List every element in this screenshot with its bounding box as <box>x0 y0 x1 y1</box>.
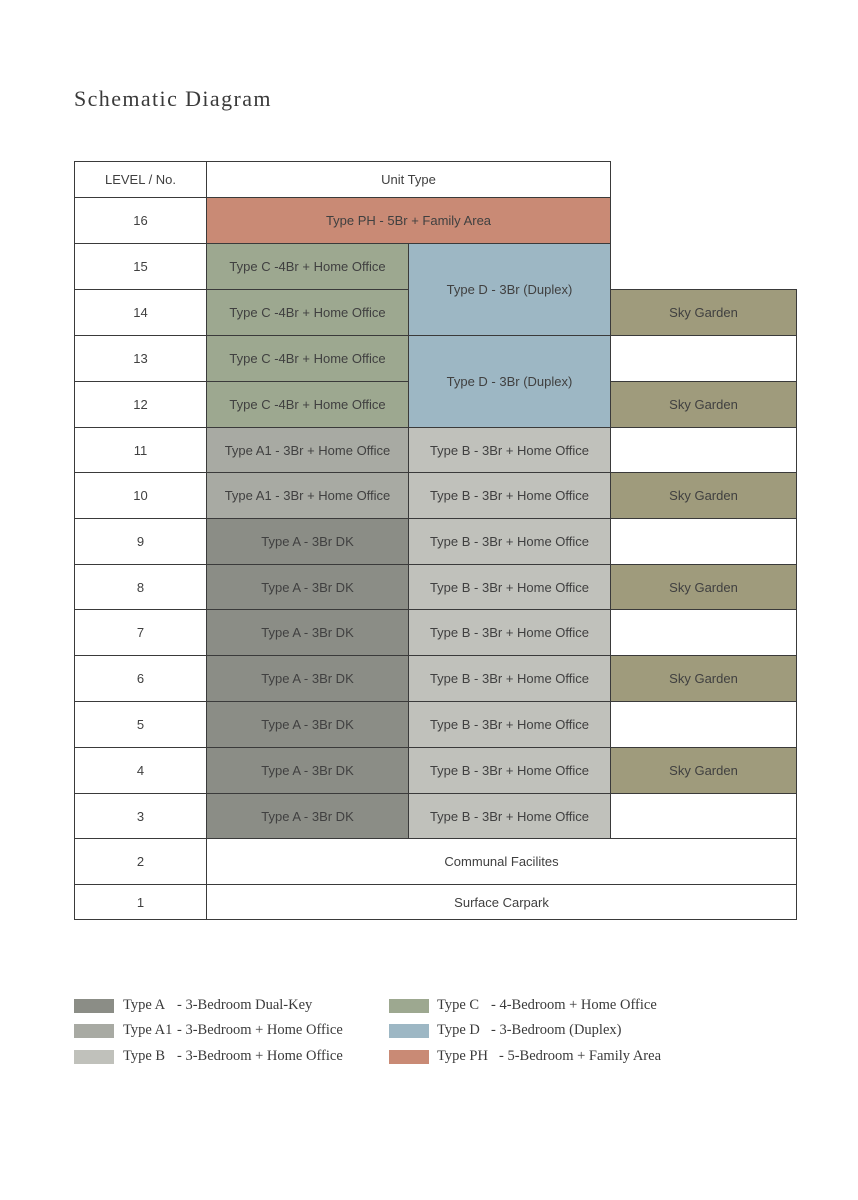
unit-type-b-10: Type B - 3Br + Home Office <box>408 472 611 519</box>
unit-type-c-12: Type C -4Br + Home Office <box>206 381 409 428</box>
legend-swatch <box>389 1050 429 1064</box>
page-title: Schematic Diagram <box>74 86 272 111</box>
legend-code: Type A <box>123 997 166 1013</box>
unit-type-a1-11: Type A1 - 3Br + Home Office <box>206 427 409 473</box>
unit-type-b-8: Type B - 3Br + Home Office <box>408 564 611 610</box>
sky-garden-12: Sky Garden <box>610 381 797 428</box>
sky-garden-8: Sky Garden <box>610 564 797 610</box>
unit-type-b-4: Type B - 3Br + Home Office <box>408 747 611 794</box>
legend-desc: - 3-Bedroom + Home Office <box>177 1022 343 1038</box>
unit-type-a-7: Type A - 3Br DK <box>206 609 409 656</box>
unit-type-d-lower: Type D - 3Br (Duplex) <box>408 335 611 428</box>
level-1: 1 <box>74 884 207 920</box>
level-8: 8 <box>74 564 207 610</box>
legend-desc: - 5-Bedroom + Family Area <box>499 1048 662 1064</box>
legend-desc: - 4-Bedroom + Home Office <box>491 997 657 1013</box>
level-7: 7 <box>74 609 207 656</box>
legend-code: Type B <box>123 1048 166 1064</box>
unit-type-b-9: Type B - 3Br + Home Office <box>408 518 611 565</box>
side-blank-11 <box>610 427 797 473</box>
legend-code: Type A1 <box>123 1022 173 1038</box>
sky-garden-10: Sky Garden <box>610 472 797 519</box>
unit-type-a-5: Type A - 3Br DK <box>206 701 409 748</box>
unit-type-a-3: Type A - 3Br DK <box>206 793 409 839</box>
legend-code: Type C <box>437 997 480 1013</box>
legend-swatch <box>389 999 429 1013</box>
legend-desc: - 3-Bedroom Dual-Key <box>177 997 313 1013</box>
legend-swatch <box>74 1024 114 1038</box>
level-11: 11 <box>74 427 207 473</box>
level-16: 16 <box>74 197 207 244</box>
level-14: 14 <box>74 289 207 336</box>
legend-swatch <box>74 1050 114 1064</box>
side-blank-3 <box>610 793 797 839</box>
unit-type-b-11: Type B - 3Br + Home Office <box>408 427 611 473</box>
legend-desc: - 3-Bedroom + Home Office <box>177 1048 343 1064</box>
surface-carpark: Surface Carpark <box>206 884 797 920</box>
unit-type-d-upper: Type D - 3Br (Duplex) <box>408 243 611 336</box>
legend-code: Type PH <box>437 1048 488 1064</box>
level-5: 5 <box>74 701 207 748</box>
level-2: 2 <box>74 838 207 885</box>
unit-type-b-5: Type B - 3Br + Home Office <box>408 701 611 748</box>
sky-garden-6: Sky Garden <box>610 655 797 702</box>
unit-ph: Type PH - 5Br + Family Area <box>206 197 611 244</box>
legend-code: Type D <box>437 1022 480 1038</box>
level-9: 9 <box>74 518 207 565</box>
unit-type-a-6: Type A - 3Br DK <box>206 655 409 702</box>
level-15: 15 <box>74 243 207 290</box>
sky-garden-14: Sky Garden <box>610 289 797 336</box>
unit-type-a1-10: Type A1 - 3Br + Home Office <box>206 472 409 519</box>
side-blank-5 <box>610 701 797 748</box>
header-unit-type: Unit Type <box>206 161 611 198</box>
legend-swatch <box>389 1024 429 1038</box>
unit-type-a-8: Type A - 3Br DK <box>206 564 409 610</box>
legend-swatch <box>74 999 114 1013</box>
unit-type-c-15: Type C -4Br + Home Office <box>206 243 409 290</box>
level-13: 13 <box>74 335 207 382</box>
unit-type-b-6: Type B - 3Br + Home Office <box>408 655 611 702</box>
unit-type-c-14: Type C -4Br + Home Office <box>206 289 409 336</box>
communal-facilities: Communal Facilites <box>206 838 797 885</box>
unit-type-c-13: Type C -4Br + Home Office <box>206 335 409 382</box>
level-12: 12 <box>74 381 207 428</box>
unit-type-a-9: Type A - 3Br DK <box>206 518 409 565</box>
side-blank-7 <box>610 609 797 656</box>
legend-desc: - 3-Bedroom (Duplex) <box>491 1022 622 1038</box>
side-blank-9 <box>610 518 797 565</box>
unit-type-a-4: Type A - 3Br DK <box>206 747 409 794</box>
level-4: 4 <box>74 747 207 794</box>
level-6: 6 <box>74 655 207 702</box>
unit-type-b-3: Type B - 3Br + Home Office <box>408 793 611 839</box>
unit-type-b-7: Type B - 3Br + Home Office <box>408 609 611 656</box>
level-10: 10 <box>74 472 207 519</box>
sky-garden-4: Sky Garden <box>610 747 797 794</box>
level-3: 3 <box>74 793 207 839</box>
side-blank-13 <box>610 335 797 382</box>
header-level: LEVEL / No. <box>74 161 207 198</box>
